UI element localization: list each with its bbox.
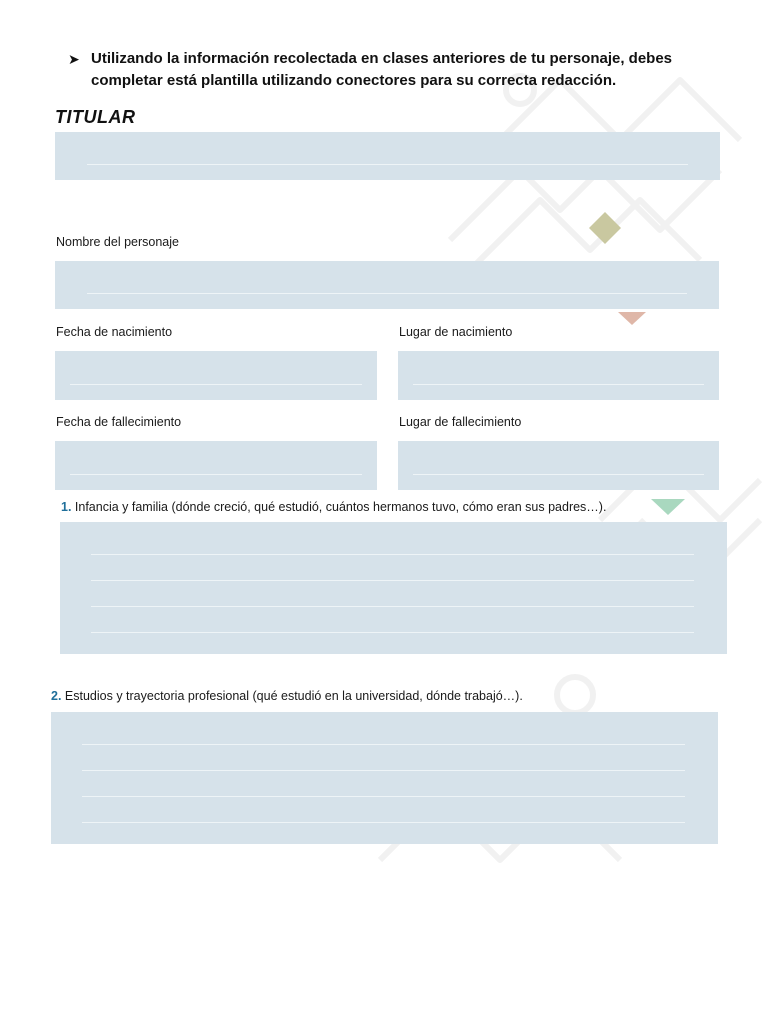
name-field[interactable] — [55, 261, 719, 309]
birth-place-field[interactable] — [398, 351, 719, 400]
field-rule — [413, 474, 704, 475]
arrowhead-bullet-icon: ➤ — [68, 51, 80, 67]
section1-number: 1. — [61, 500, 72, 514]
section1-prompt — [61, 500, 606, 514]
death-place-label: Lugar de fallecimiento — [399, 415, 522, 429]
field-rule — [91, 554, 694, 555]
field-rule — [82, 770, 685, 771]
instruction-text: Utilizando la información recolectada en clases anteriores de tu personaje, debes completar está plantilla utilizando conectores para su correcta redacción. — [91, 50, 673, 89]
section2-field[interactable] — [51, 712, 718, 844]
olive-diamond-icon — [589, 212, 621, 244]
section1-field[interactable] — [60, 522, 727, 654]
death-date-label: Fecha de fallecimiento — [56, 415, 182, 429]
headline-field[interactable] — [55, 132, 720, 180]
section2-prompt — [51, 689, 523, 703]
birth-date-field[interactable] — [55, 351, 377, 400]
section2-number: 2. — [51, 689, 62, 703]
instruction-bullet — [68, 48, 708, 92]
birth-date-label: Fecha de nacimiento — [56, 325, 173, 339]
section2-text: Estudios y trayectoria profesional (qué estudió en la universidad, dónde trabajó…). — [61, 689, 523, 703]
field-rule — [70, 384, 362, 385]
field-rule — [70, 474, 362, 475]
field-rule — [413, 384, 704, 385]
birth-place-label: Lugar de nacimiento — [399, 325, 513, 339]
mint-triangle-icon — [651, 499, 685, 515]
name-label: Nombre del personaje — [56, 235, 179, 249]
field-rule — [91, 580, 694, 581]
field-rule — [82, 822, 685, 823]
field-rule — [91, 606, 694, 607]
field-rule — [87, 164, 688, 165]
death-date-field[interactable] — [55, 441, 377, 490]
headline-heading: TITULAR — [55, 107, 136, 127]
rose-triangle-icon — [618, 312, 646, 325]
death-place-field[interactable] — [398, 441, 719, 490]
field-rule — [91, 632, 694, 633]
field-rule — [87, 293, 687, 294]
field-rule — [82, 744, 685, 745]
section1-text: Infancia y familia (dónde creció, qué estudió, cuántos hermanos tuvo, cómo eran sus padres…). — [71, 500, 607, 514]
field-rule — [82, 796, 685, 797]
